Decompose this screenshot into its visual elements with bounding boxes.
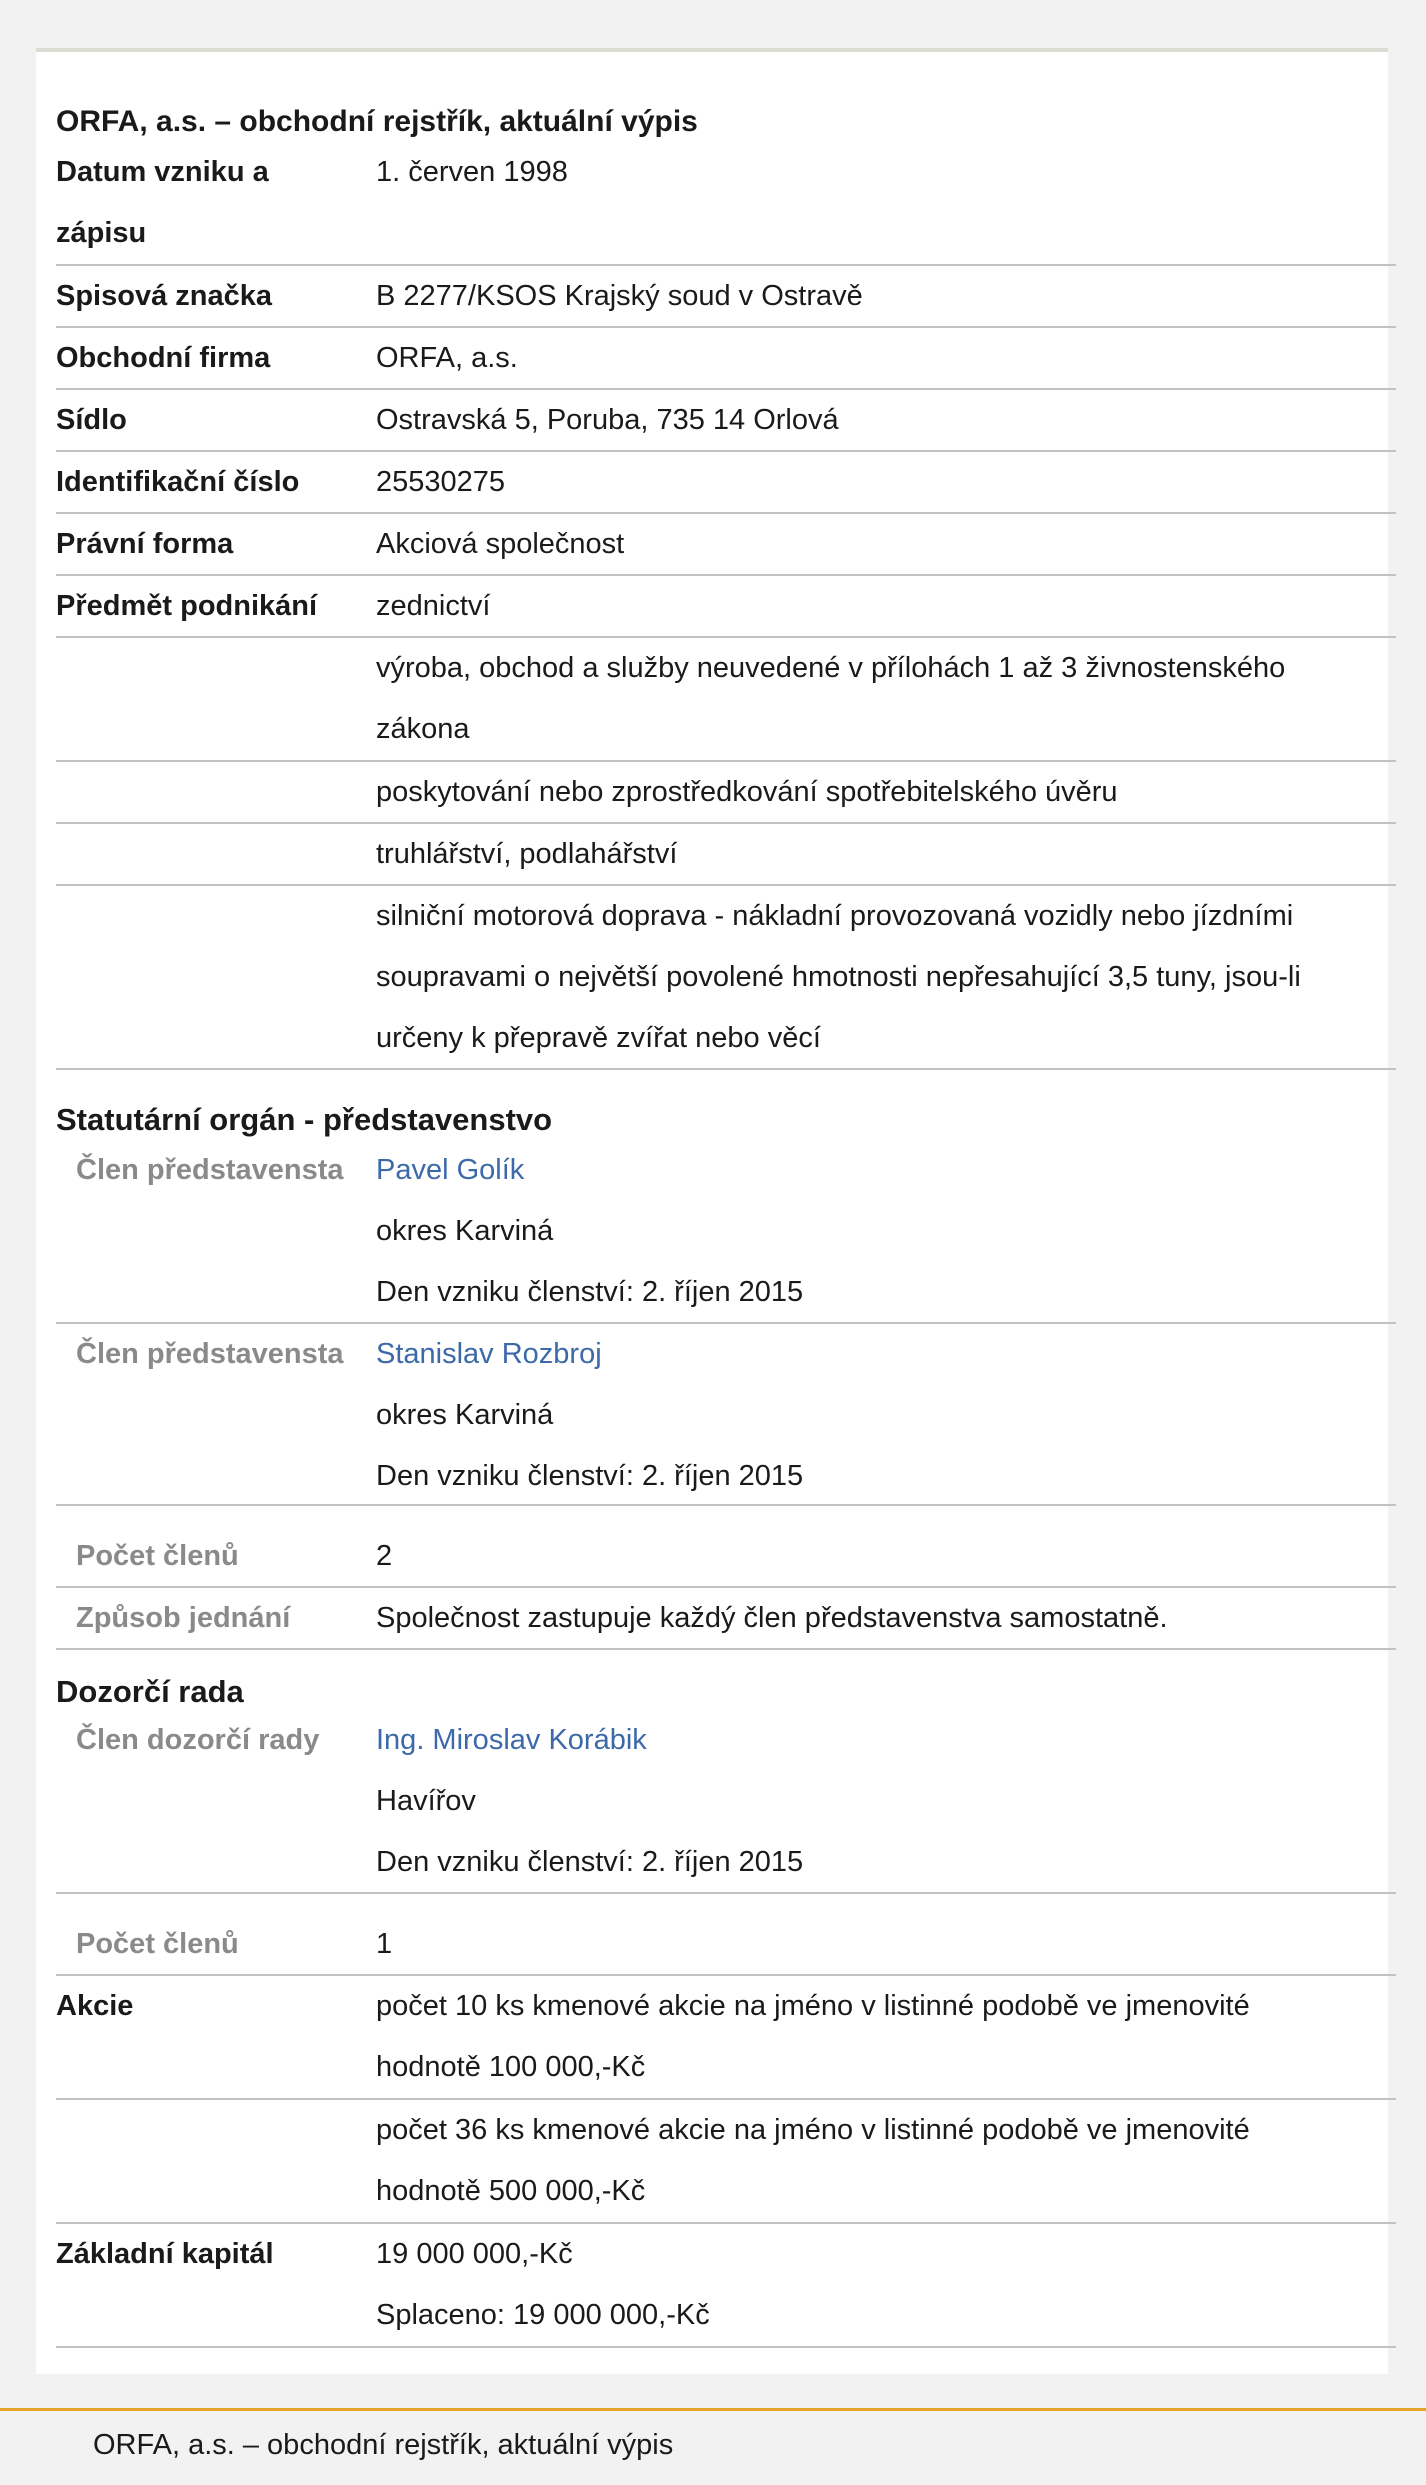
member-place: Havířov [376,1785,476,1817]
row-pocet-clenu-predstavenstva [56,1506,1396,1588]
label-akcie: Akcie [56,1990,134,2022]
row-predmet-5 [56,886,1396,1070]
value-clen-dozorci-rady [376,1710,1386,1893]
page-title: ORFA, a.s. – obchodní rejstřík, aktuální výpis [56,105,698,138]
section-statutarni-organ: Statutární orgán - představenstvo [56,1102,553,1137]
label-zpusob-jednani: Způsob jednání [76,1602,291,1634]
label-pocet-clenu: Počet členů [76,1540,239,1572]
label-sidlo: Sídlo [56,404,127,436]
value-sidlo: Ostravská 5, Poruba, 735 14 Orlová [376,404,839,436]
row-predmet-podnikani [56,576,1396,638]
row-clen-predstavenstva-2 [56,1324,1396,1506]
value-predmet-5: silniční motorová doprava - nákladní provozovaná vozidly nebo jízdními soupravami o největší povolené hmotnosti nepřesahující 3,5 tuny, jsou-li určeny k přepravě zvířat nebo věcí [376,900,1301,1054]
value-identifikacni-cislo: 25530275 [376,466,506,498]
label-datum-vzniku: Datum vzniku a zápisu [56,156,269,249]
value-predmet-3: poskytování nebo zprostředkování spotřebitelského úvěru [376,776,1118,808]
member-place: okres Karviná [376,1215,554,1247]
label-identifikacni-cislo: Identifikační číslo [56,466,300,498]
label-zakladni-kapital: Základní kapitál [56,2238,274,2270]
row-obchodni-firma [56,328,1396,390]
label-clen-predstavenstva: Člen představensta [76,1338,344,1370]
section-dozorci-rada: Dozorčí rada [56,1674,244,1709]
value-pocet-clenu: 2 [376,1540,393,1572]
row-predmet-4 [56,824,1396,886]
row-zakladni-kapital [56,2224,1396,2348]
value-clen-predstavenstva-2 [376,1324,1386,1507]
member-name-link[interactable]: Stanislav Rozbroj [376,1338,602,1370]
row-predmet-2 [56,638,1396,762]
label-pravni-forma: Právní forma [56,528,234,560]
member-since: Den vzniku členství: 2. říjen 2015 [376,1460,804,1492]
value-pocet-clenu: 1 [376,1928,393,1960]
footer-text: ORFA, a.s. – obchodní rejstřík, aktuální výpis [93,2429,674,2461]
member-since: Den vzniku členství: 2. říjen 2015 [376,1846,804,1878]
row-predmet-3 [56,762,1396,824]
value-akcie-2: počet 36 ks kmenové akcie na jméno v listinné podobě ve jmenovité hodnotě 500 000,-Kč [376,2114,1250,2207]
row-datum-vzniku [56,142,1396,266]
row-zpusob-jednani [56,1588,1396,1650]
value-akcie-1: počet 10 ks kmenové akcie na jméno v listinné podobě ve jmenovité hodnotě 100 000,-Kč [376,1990,1250,2083]
row-clen-dozorci-rady [56,1710,1396,1894]
row-identifikacni-cislo [56,452,1396,514]
row-akcie-2 [56,2100,1396,2224]
row-akcie-1 [56,1976,1396,2100]
member-name-link[interactable]: Pavel Golík [376,1154,525,1186]
page-footer [0,2408,1426,2485]
label-clen-dozorci-rady: Člen dozorčí rady [76,1724,320,1756]
row-clen-predstavenstva-1 [56,1140,1396,1324]
row-spisova-znacka [56,266,1396,328]
row-sidlo [56,390,1396,452]
value-predmet-1: zednictví [376,590,491,622]
value-clen-predstavenstva-1 [376,1140,1386,1323]
row-pravni-forma [56,514,1396,576]
value-zakladni-kapital: 19 000 000,-Kč Splaceno: 19 000 000,-Kč [376,2238,710,2331]
member-since: Den vzniku členství: 2. říjen 2015 [376,1276,804,1308]
value-datum-vzniku: 1. červen 1998 [376,156,568,188]
value-spisova-znacka: B 2277/KSOS Krajský soud v Ostravě [376,280,863,312]
row-pocet-clenu-dozorci-rady [56,1894,1396,1976]
label-clen-predstavenstva: Člen představensta [76,1154,344,1186]
member-name-link[interactable]: Ing. Miroslav Korábik [376,1724,647,1756]
label-obchodni-firma: Obchodní firma [56,342,271,374]
label-predmet-podnikani: Předmět podnikání [56,590,318,622]
value-zpusob-jednani: Společnost zastupuje každý člen představenstva samostatně. [376,1602,1168,1634]
member-place: okres Karviná [376,1399,554,1431]
label-spisova-znacka: Spisová značka [56,280,272,312]
value-obchodni-firma: ORFA, a.s. [376,342,518,374]
value-predmet-2: výroba, obchod a služby neuvedené v přílohách 1 až 3 živnostenského zákona [376,652,1286,745]
extract-card [36,48,1388,2374]
label-pocet-clenu: Počet členů [76,1928,239,1960]
value-pravni-forma: Akciová společnost [376,528,625,560]
value-predmet-4: truhlářství, podlahářství [376,838,678,870]
